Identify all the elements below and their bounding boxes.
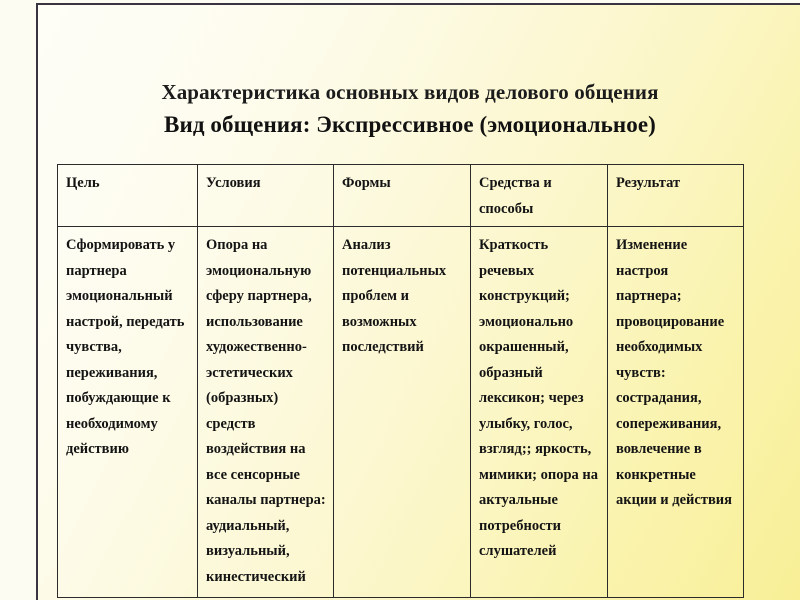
table-header-cell-forms — [334, 165, 471, 227]
table-cell-forms — [334, 227, 471, 598]
cell-text-means: Краткость речевых конструкций; эмоционально окрашенный, образный лексикон; через улыбку, голос, взгляд;; яркость, мимики; опора на актуальные потребности слушателей — [479, 237, 599, 559]
cell-text-goal: Сформировать у партнера эмоциональный настрой, передать чувства, переживания, побуждающие к необходимому действию — [66, 237, 185, 457]
header-label-goal: Цель — [66, 175, 100, 191]
table-cell-means — [471, 227, 608, 598]
page-title: Характеристика основных видов делового общения — [161, 80, 659, 104]
table-header-cell-conditions — [198, 165, 334, 227]
header-label-result: Результат — [616, 175, 681, 191]
table-header-cell-goal — [58, 165, 198, 227]
cell-text-result: Изменение настроя партнера; провоцирование необходимых чувств: сострадания, сопереживания, вовлечение в конкретные акции и действия — [616, 237, 732, 508]
table-cell-conditions — [198, 227, 334, 598]
page-subtitle: Вид общения: Экспрессивное (эмоциональное) — [164, 112, 656, 137]
header-label-conditions: Условия — [206, 175, 261, 191]
table-header-cell-result — [608, 165, 744, 227]
header-label-forms: Формы — [342, 175, 391, 191]
table-header-cell-means — [471, 165, 608, 227]
table-row — [58, 227, 744, 598]
table-cell-result — [608, 227, 744, 598]
slide-title-block — [36, 78, 784, 141]
communication-characteristics-table — [57, 164, 744, 598]
cell-text-conditions: Опора на эмоциональную сферу партнера, использование художественно-эстетических (образных) средств воздействия на все сенсорные каналы партнера: аудиальный, визуальный, кинестический — [206, 237, 326, 585]
cell-text-forms: Анализ потенциальных проблем и возможных последствий — [342, 237, 447, 355]
table-cell-goal — [58, 227, 198, 598]
table-header-row — [58, 165, 744, 227]
header-label-means: Средства и способы — [479, 175, 552, 217]
